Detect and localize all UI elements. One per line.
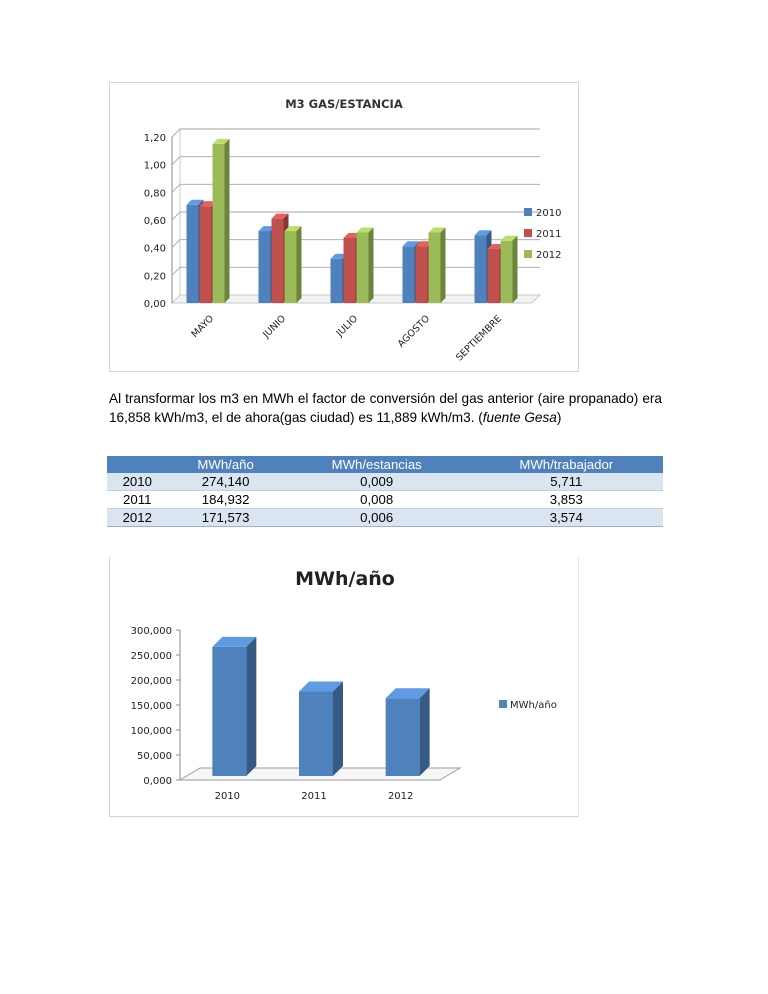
mwh-per-year-chart-svg (110, 557, 578, 815)
bar-front (344, 238, 356, 303)
bar-front (212, 647, 246, 776)
bar-front (200, 206, 212, 303)
bar-front (429, 232, 441, 303)
x-tick-label: AGOSTO (395, 313, 433, 350)
legend-swatch (524, 250, 532, 258)
source-citation: fuente Gesa (482, 410, 557, 425)
y-tick-label: 1,00 (143, 160, 166, 172)
y-tick-label: 0,40 (143, 243, 166, 255)
table-header-cell: MWh/trabajador (470, 456, 663, 473)
y-tick-label: 0,00 (143, 299, 166, 310)
y-tick-label: 1,20 (143, 133, 166, 144)
y-tick-label: 250,000 (130, 651, 172, 662)
x-tick-label: 2010 (214, 791, 241, 802)
bar-front (285, 231, 297, 303)
y-tick-label: 0,000 (143, 776, 172, 787)
bar-front (187, 205, 199, 303)
chart-title: MWh/año (295, 568, 395, 590)
conversion-paragraph (109, 389, 662, 427)
legend-swatch (524, 208, 532, 216)
x-tick-label: 2011 (301, 791, 327, 802)
table-cell: 2012 (107, 509, 167, 527)
gridline (172, 129, 540, 137)
x-tick-label: MAYO (189, 313, 217, 341)
table-cell: 2010 (107, 473, 167, 491)
table-cell: 0,008 (284, 491, 470, 509)
y-tick-label: 100,000 (130, 726, 172, 737)
table-cell: 171,573 (167, 509, 283, 527)
bar-front (403, 246, 415, 303)
legend-swatch (499, 700, 507, 708)
bar-front (357, 232, 369, 303)
bar-side (513, 236, 518, 303)
table-cell: 0,009 (284, 473, 470, 491)
x-tick-label: SEPTIEMBRE (454, 313, 505, 364)
y-tick-label: 0,20 (143, 271, 166, 283)
y-tick-label: 50,000 (137, 751, 172, 762)
bar-front (501, 241, 513, 303)
bar-side (441, 227, 446, 303)
bar-side (225, 139, 230, 303)
source-close: ) (556, 410, 562, 425)
x-tick-label: 2012 (387, 791, 414, 802)
table-cell: 184,932 (167, 491, 283, 509)
y-tick-label: 300,000 (130, 626, 172, 637)
conversion-text: Al transformar los m3 en MWh el factor de conversión del gas anterior (aire propanado) era 16,858 kWh/m3, el de ahora(gas ciudad) es 11,889 kWh/m3. ( (109, 391, 662, 425)
y-tick-label: 150,000 (130, 701, 172, 712)
table-header-row (107, 456, 663, 473)
table-row (107, 491, 663, 509)
table-cell: 3,574 (470, 509, 663, 527)
table-header-cell: MWh/estancias (284, 456, 470, 473)
legend-label: 2010 (536, 208, 562, 219)
bar-side (297, 226, 302, 303)
table-header-cell (107, 456, 167, 473)
x-tick-label: JULIO (334, 313, 361, 340)
bar-side (333, 682, 343, 776)
table-cell: 2011 (107, 491, 167, 509)
table-cell: 274,140 (167, 473, 283, 491)
energy-table (107, 456, 663, 527)
x-tick-label: JUNIO (261, 313, 289, 341)
bar-side (420, 688, 430, 776)
y-tick-label: 0,60 (143, 216, 166, 227)
table-header-cell: MWh/año (167, 456, 283, 473)
legend-label: 2011 (536, 229, 562, 240)
bar-front (299, 692, 333, 776)
bar-front (475, 235, 487, 303)
table-row (107, 473, 663, 491)
table-row (107, 509, 663, 527)
bar-front (416, 246, 428, 303)
gas-per-room-chart (109, 82, 579, 372)
bar-front (213, 144, 225, 303)
table-cell: 3,853 (470, 491, 663, 509)
bar-side (369, 227, 374, 303)
bar-front (331, 259, 343, 303)
legend-swatch (524, 229, 532, 237)
y-tick-label: 200,000 (130, 676, 172, 687)
bar-front (272, 219, 284, 303)
table-cell: 0,006 (284, 509, 470, 527)
mwh-per-year-chart (109, 557, 579, 817)
table-cell: 5,711 (470, 473, 663, 491)
chart-title: M3 GAS/ESTANCIA (285, 97, 403, 111)
legend-label: 2012 (536, 250, 562, 261)
y-tick-label: 0,80 (143, 188, 166, 200)
bar-side (246, 637, 256, 776)
bar-front (386, 698, 420, 776)
gas-per-room-chart-svg (110, 83, 578, 371)
bar-front (259, 231, 271, 303)
bar-front (488, 249, 500, 303)
legend-label: MWh/año (510, 700, 557, 711)
